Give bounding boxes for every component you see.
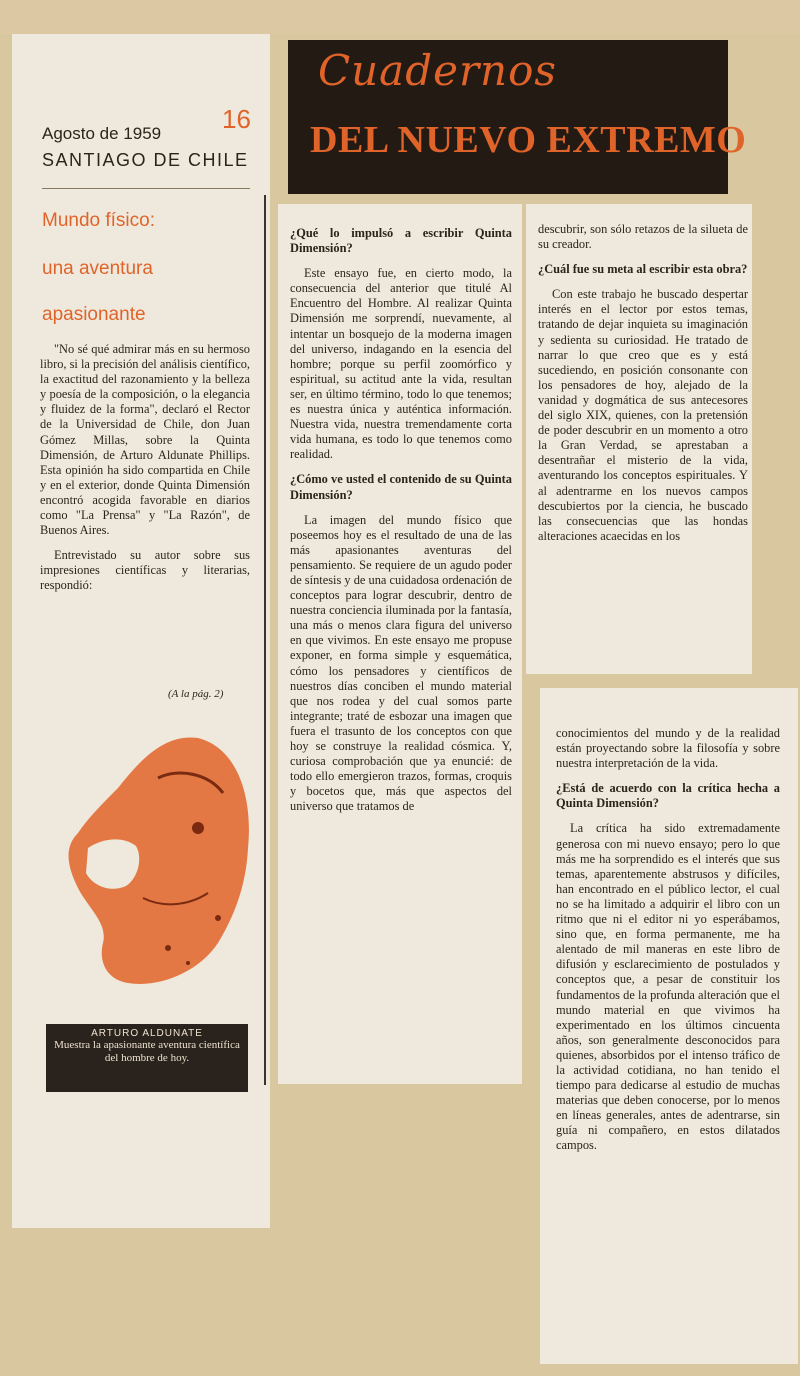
answer-4: La crítica ha sido extremadamente generosa con mi nuevo ensayo; pero lo que más me ha sorprendido es el interés que sus temas, aparentemente abstrusos y difíciles, han encontrado en el público lector, el cual no se ha limitado a adquirir el libro con un ritmo que ni el editor ni yo esperábamos, sino que, en forma permanente, me ha alentado de mil maneras en este libro de difusión y esclarecimiento de postulados y conceptos que, a pesar de constituir los fundamentos de la profunda alteración que el mundo material en que vivimos ha experimentado en los últimos cincuenta años, son generalmente desconocidos para quienes, absorbidos por el intenso tráfico de la actividad cotidiana, no han tenido el tiempo para dedicarse al estudio de muchas materias que deben conocerse, por lo menos en líneas generales, antes de adentrarse, sin guía ni compañero, en estos dilatados campos. [556,821,780,1153]
header-divider [42,188,250,189]
answer-1: Este ensayo fue, en cierto modo, la consecuencia del anterior que titulé Al Encuentro del Hombre. Al realizar Quinta Dimensión me sorprendí, nuevamente, al intentar un bosquejo de la moderna imagen del universo, indagando en la esencia del hombre; porque su perfil zoomórfico y espiritual, su actitud ante la vida, resultan ser, en último término, todo lo que tenemos; es nuestra única y auténtica información. Nuestra vida, nuestra tremendamente corta vida humana, es todo lo que tenemos como realidad. [290,266,512,462]
headline-line-2: una aventura [42,258,153,279]
photo-caption [46,1024,248,1092]
article-column-4 [556,726,780,1164]
article-column-1 [40,342,250,604]
masthead-script-title: Cuadernos [318,46,557,95]
issue-city: SANTIAGO DE CHILE [42,150,249,170]
page-number: 16 [222,104,251,134]
top-strip [0,0,800,34]
column-divider [264,195,266,1085]
portrait-illustration [48,718,258,1000]
caption-text: Muestra la apasionante aventura científica del hombre de hoy. [54,1039,240,1064]
question-4: ¿Está de acuerdo con la crítica hecha a Quinta Dimensión? [556,781,780,811]
issue-date: Agosto de 1959 [42,124,162,143]
masthead-main-title: DEL NUEVO EXTREMO [310,119,747,161]
article-column-3 [538,222,748,554]
question-1: ¿Qué lo impulsó a escribir Quinta Dimensión? [290,226,512,256]
continuation-note: (A la pág. 2) [168,688,224,700]
intro-paragraph-2: Entrevistado su autor sobre sus impresiones científicas y literarias, respondió: [40,548,250,593]
question-2: ¿Cómo ve usted el contenido de su Quinta Dimensión? [290,472,512,502]
intro-paragraph: "No sé qué admirar más en su hermoso libro, si la precisión del análisis científico, la exactitud del razonamiento y la belleza y poesía de la composición, o la elegancia y fluidez de la forma", declaró el Rector de la Universidad de Chile, don Juan Gómez Millas, sobre la Quinta Dimensión, de Arturo Aldunate Phillips. Esta opinión ha sido compartida en Chile y en el exterior, donde Quinta Dimensión encontró acogida favorable en diarios como "La Prensa" y "La Razón", de Buenos Aires. [40,342,250,538]
caption-name: ARTURO ALDUNATE [91,1028,203,1039]
masthead-banner [288,40,747,194]
answer-3-continued: conocimientos del mundo y de la realidad están proyectando sobre la filosofía y sobre nuestra interpretación de la vida. [556,726,780,771]
answer-2: La imagen del mundo físico que poseemos hoy es el resultado de una de las más apasionantes aventuras del pensamiento. Se requiere de un agudo poder de síntesis y de una cuidadosa ordenación de conceptos para lograr descubrir, dentro de nuestra conciencia iluminada por la fantasía, una más o menos clara figura del universo en que vivimos. En este ensayo me propuse exponer, en forma simple y esquemática, cómo los pensadores y científicos de nuestros días conciben el mundo material que nos rodea y del cual somos parte integrante; traté de esbozar una imagen que fuera el trasunto de los conceptos con que hoy se construye la realidad cósmica. Y, curiosa comprobación que ya enuncié: de todo ello emergieron trazos, formas, croquis y bocetos que, más que aspectos del universo que tratamos de [290,512,512,814]
answer-2-continued: descubrir, son sólo retazos de la silueta de su creador. [538,222,748,252]
headline-line-1: Mundo físico: [42,210,155,231]
headline-line-3: apasionante [42,304,146,325]
answer-3: Con este trabajo he buscado despertar interés en el lector por estos temas, tratando de dejar inquieta su imaginación y sedienta su curiosidad. He tratado de narrar lo que creo que es y está sucediendo, en posición consonante con los pensadores de hoy, alejado de la vanidad y dogmática de sus antecesores del siglo XIX, quienes, con la pretensión de poder descubrir en un momento a otro la Gran Verdad, se aprestaban a desentrañar el misterio de la vida, aventurando los conceptos espirituales. Y al adentrarme en los nuevos campos descubiertos por la ciencia, he buscado las consecuencias que las hondas alteraciones acaecidas en los [538,287,748,543]
question-3: ¿Cuál fue su meta al escribir esta obra? [538,262,748,277]
article-column-2 [290,226,512,824]
